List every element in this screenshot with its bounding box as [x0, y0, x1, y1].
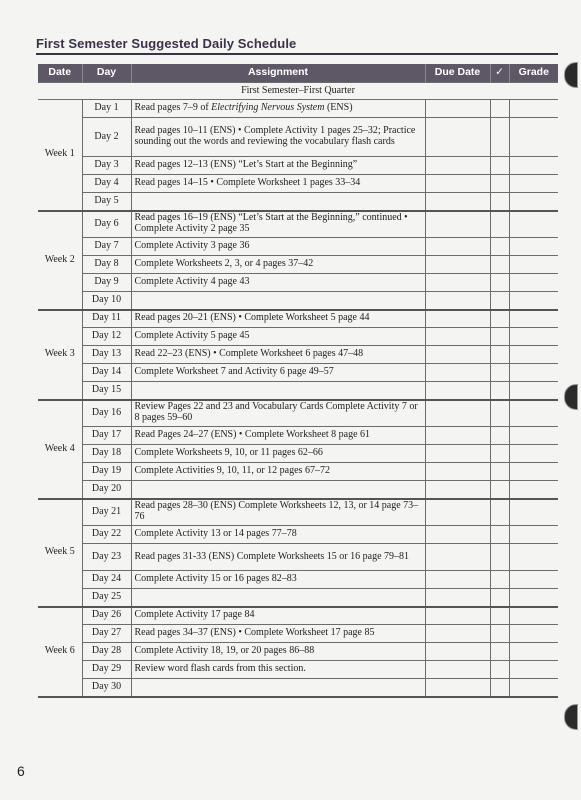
- table-row: [38, 157, 558, 175]
- grade-cell: [509, 400, 558, 427]
- due-date-cell: [425, 643, 490, 661]
- assignment-cell: Read pages 10–11 (ENS) • Complete Activity 1 pages 25–32; Practice sounding out the words and reviewing the vocabulary flash cards: [131, 118, 425, 157]
- day-cell: Day 7: [82, 238, 131, 256]
- assignment-cell: Review Pages 22 and 23 and Vocabulary Cards Complete Activity 7 or 8 pages 59–60: [131, 400, 425, 427]
- due-date-cell: [425, 661, 490, 679]
- assignment-cell: Read 22–23 (ENS) • Complete Worksheet 6 pages 47–48: [131, 346, 425, 364]
- table-row: [38, 400, 558, 427]
- check-cell: [490, 118, 509, 157]
- due-date-cell: [425, 427, 490, 445]
- page-number: 6: [17, 763, 25, 779]
- grade-cell: [509, 382, 558, 400]
- due-date-cell: [425, 481, 490, 499]
- grade-cell: [509, 427, 558, 445]
- due-date-cell: [425, 589, 490, 607]
- due-date-cell: [425, 310, 490, 328]
- check-cell: [490, 193, 509, 211]
- grade-cell: [509, 544, 558, 571]
- table-row: [38, 643, 558, 661]
- due-date-cell: [425, 445, 490, 463]
- grade-cell: [509, 481, 558, 499]
- header-check: ✓: [490, 64, 509, 83]
- check-cell: [490, 292, 509, 310]
- due-date-cell: [425, 157, 490, 175]
- schedule-table: [38, 64, 558, 698]
- header-row: [38, 64, 558, 83]
- day-cell: Day 12: [82, 328, 131, 346]
- grade-cell: [509, 526, 558, 544]
- assignment-cell: Read pages 12–13 (ENS) “Let’s Start at the Beginning”: [131, 157, 425, 175]
- grade-cell: [509, 499, 558, 526]
- assignment-cell: Complete Activity 18, 19, or 20 pages 86–88: [131, 643, 425, 661]
- due-date-cell: [425, 211, 490, 238]
- book-title: Electrifying Nervous System: [211, 102, 325, 114]
- table-row: [38, 463, 558, 481]
- grade-cell: [509, 346, 558, 364]
- table-row: [38, 193, 558, 211]
- assignment-cell: Read Pages 24–27 (ENS) • Complete Worksheet 8 page 61: [131, 427, 425, 445]
- check-cell: [490, 544, 509, 571]
- table-row: [38, 625, 558, 643]
- header-grade: Grade: [509, 64, 558, 83]
- assignment-cell: Complete Worksheets 2, 3, or 4 pages 37–42: [131, 256, 425, 274]
- assignment-cell: [131, 292, 425, 310]
- day-cell: Day 10: [82, 292, 131, 310]
- check-cell: [490, 175, 509, 193]
- assignment-cell: Complete Activity 13 or 14 pages 77–78: [131, 526, 425, 544]
- grade-cell: [509, 211, 558, 238]
- due-date-cell: [425, 193, 490, 211]
- day-cell: Day 3: [82, 157, 131, 175]
- grade-cell: [509, 157, 558, 175]
- assignment-cell: [131, 679, 425, 697]
- check-cell: [490, 100, 509, 118]
- assignment-cell: [131, 589, 425, 607]
- table-row: [38, 328, 558, 346]
- day-cell: Day 6: [82, 211, 131, 238]
- day-cell: Day 29: [82, 661, 131, 679]
- due-date-cell: [425, 274, 490, 292]
- grade-cell: [509, 310, 558, 328]
- table-row: [38, 274, 558, 292]
- assignment-cell: Complete Worksheet 7 and Activity 6 page 49–57: [131, 364, 425, 382]
- grade-cell: [509, 292, 558, 310]
- grade-cell: [509, 364, 558, 382]
- assignment-cell: Read pages 16–19 (ENS) “Let’s Start at the Beginning,” continued • Complete Activity 2 page 35: [131, 211, 425, 238]
- day-cell: Day 18: [82, 445, 131, 463]
- table-row: [38, 292, 558, 310]
- table-row: [38, 544, 558, 571]
- assignment-cell: Complete Activities 9, 10, 11, or 12 pages 67–72: [131, 463, 425, 481]
- due-date-cell: [425, 100, 490, 118]
- day-cell: Day 9: [82, 274, 131, 292]
- assignment-cell: Complete Activity 15 or 16 pages 82–83: [131, 571, 425, 589]
- day-cell: Day 16: [82, 400, 131, 427]
- day-cell: Day 28: [82, 643, 131, 661]
- due-date-cell: [425, 400, 490, 427]
- header-assignment: Assignment: [131, 64, 425, 83]
- day-cell: Day 19: [82, 463, 131, 481]
- table-row: [38, 589, 558, 607]
- table-row: [38, 256, 558, 274]
- due-date-cell: [425, 526, 490, 544]
- grade-cell: [509, 274, 558, 292]
- week-label: Week 2: [38, 211, 82, 310]
- day-cell: Day 26: [82, 607, 131, 625]
- grade-cell: [509, 643, 558, 661]
- grade-cell: [509, 589, 558, 607]
- quarter-row: [38, 83, 558, 100]
- check-cell: [490, 445, 509, 463]
- check-cell: [490, 382, 509, 400]
- day-cell: Day 17: [82, 427, 131, 445]
- due-date-cell: [425, 571, 490, 589]
- assignment-cell: [131, 193, 425, 211]
- assignment-cell: Read pages 7–9 of Electrifying Nervous System (ENS): [131, 100, 425, 118]
- check-cell: [490, 499, 509, 526]
- due-date-cell: [425, 328, 490, 346]
- binder-hole-bottom: [564, 704, 578, 730]
- table-row: [38, 481, 558, 499]
- check-cell: [490, 238, 509, 256]
- grade-cell: [509, 571, 558, 589]
- grade-cell: [509, 238, 558, 256]
- grade-cell: [509, 193, 558, 211]
- day-cell: Day 30: [82, 679, 131, 697]
- check-cell: [490, 625, 509, 643]
- day-cell: Day 14: [82, 364, 131, 382]
- header-date: Date: [38, 64, 82, 83]
- table-row: [38, 211, 558, 238]
- table-row: [38, 427, 558, 445]
- day-cell: Day 24: [82, 571, 131, 589]
- day-cell: Day 25: [82, 589, 131, 607]
- check-cell: [490, 679, 509, 697]
- due-date-cell: [425, 607, 490, 625]
- day-cell: Day 20: [82, 481, 131, 499]
- due-date-cell: [425, 238, 490, 256]
- check-cell: [490, 427, 509, 445]
- due-date-cell: [425, 118, 490, 157]
- table-row: [38, 526, 558, 544]
- due-date-cell: [425, 346, 490, 364]
- grade-cell: [509, 175, 558, 193]
- table-row: [38, 499, 558, 526]
- assignment-cell: Review word flash cards from this section.: [131, 661, 425, 679]
- check-cell: [490, 589, 509, 607]
- table-row: [38, 661, 558, 679]
- day-cell: Day 4: [82, 175, 131, 193]
- assignment-cell: Read pages 28–30 (ENS) Complete Worksheets 12, 13, or 14 page 73–76: [131, 499, 425, 526]
- grade-cell: [509, 463, 558, 481]
- grade-cell: [509, 328, 558, 346]
- assignment-cell: Complete Activity 3 page 36: [131, 238, 425, 256]
- table-row: [38, 100, 558, 118]
- assignment-cell: Complete Activity 4 page 43: [131, 274, 425, 292]
- table-row: [38, 310, 558, 328]
- check-cell: [490, 310, 509, 328]
- week-label: Week 3: [38, 310, 82, 400]
- day-cell: Day 5: [82, 193, 131, 211]
- assignment-cell: Complete Activity 17 page 84: [131, 607, 425, 625]
- page-title: First Semester Suggested Daily Schedule: [36, 36, 297, 51]
- table-row: [38, 118, 558, 157]
- check-cell: [490, 364, 509, 382]
- check-cell: [490, 481, 509, 499]
- assignment-cell: [131, 481, 425, 499]
- assignment-cell: Complete Activity 5 page 45: [131, 328, 425, 346]
- grade-cell: [509, 661, 558, 679]
- day-cell: Day 27: [82, 625, 131, 643]
- assignment-cell: [131, 382, 425, 400]
- check-cell: [490, 643, 509, 661]
- header-due-date: Due Date: [425, 64, 490, 83]
- week-label: Week 5: [38, 499, 82, 607]
- assignment-cell: Read pages 31-33 (ENS) Complete Worksheets 15 or 16 page 79–81: [131, 544, 425, 571]
- table-row: [38, 364, 558, 382]
- check-cell: [490, 274, 509, 292]
- check-cell: [490, 256, 509, 274]
- day-cell: Day 8: [82, 256, 131, 274]
- assignment-cell: Complete Worksheets 9, 10, or 11 pages 62–66: [131, 445, 425, 463]
- grade-cell: [509, 445, 558, 463]
- check-cell: [490, 661, 509, 679]
- grade-cell: [509, 100, 558, 118]
- binder-hole-middle: [564, 384, 578, 410]
- week-label: Week 1: [38, 100, 82, 211]
- table-row: [38, 571, 558, 589]
- check-cell: [490, 400, 509, 427]
- table-row: [38, 607, 558, 625]
- day-cell: Day 2: [82, 118, 131, 157]
- check-cell: [490, 211, 509, 238]
- day-cell: Day 22: [82, 526, 131, 544]
- day-cell: Day 21: [82, 499, 131, 526]
- week-label: Week 6: [38, 607, 82, 697]
- header-day: Day: [82, 64, 131, 83]
- due-date-cell: [425, 499, 490, 526]
- week-label: Week 4: [38, 400, 82, 499]
- due-date-cell: [425, 679, 490, 697]
- check-cell: [490, 463, 509, 481]
- grade-cell: [509, 118, 558, 157]
- check-cell: [490, 157, 509, 175]
- check-cell: [490, 571, 509, 589]
- table-row: [38, 445, 558, 463]
- table-row: [38, 382, 558, 400]
- grade-cell: [509, 679, 558, 697]
- table-row: [38, 238, 558, 256]
- grade-cell: [509, 607, 558, 625]
- check-cell: [490, 526, 509, 544]
- due-date-cell: [425, 463, 490, 481]
- day-cell: Day 23: [82, 544, 131, 571]
- table-row: [38, 175, 558, 193]
- due-date-cell: [425, 625, 490, 643]
- due-date-cell: [425, 292, 490, 310]
- title-divider: [36, 53, 558, 55]
- check-cell: [490, 328, 509, 346]
- day-cell: Day 11: [82, 310, 131, 328]
- due-date-cell: [425, 382, 490, 400]
- assignment-cell: Read pages 34–37 (ENS) • Complete Worksheet 17 page 85: [131, 625, 425, 643]
- binder-hole-top: [564, 62, 578, 88]
- quarter-label: First Semester–First Quarter: [38, 83, 558, 100]
- check-cell: [490, 346, 509, 364]
- due-date-cell: [425, 364, 490, 382]
- due-date-cell: [425, 256, 490, 274]
- day-cell: Day 15: [82, 382, 131, 400]
- check-cell: [490, 607, 509, 625]
- due-date-cell: [425, 544, 490, 571]
- grade-cell: [509, 625, 558, 643]
- assignment-cell: Read pages 14–15 • Complete Worksheet 1 pages 33–34: [131, 175, 425, 193]
- table-row: [38, 346, 558, 364]
- day-cell: Day 1: [82, 100, 131, 118]
- table-row: [38, 679, 558, 697]
- assignment-cell: Read pages 20–21 (ENS) • Complete Worksheet 5 page 44: [131, 310, 425, 328]
- grade-cell: [509, 256, 558, 274]
- day-cell: Day 13: [82, 346, 131, 364]
- due-date-cell: [425, 175, 490, 193]
